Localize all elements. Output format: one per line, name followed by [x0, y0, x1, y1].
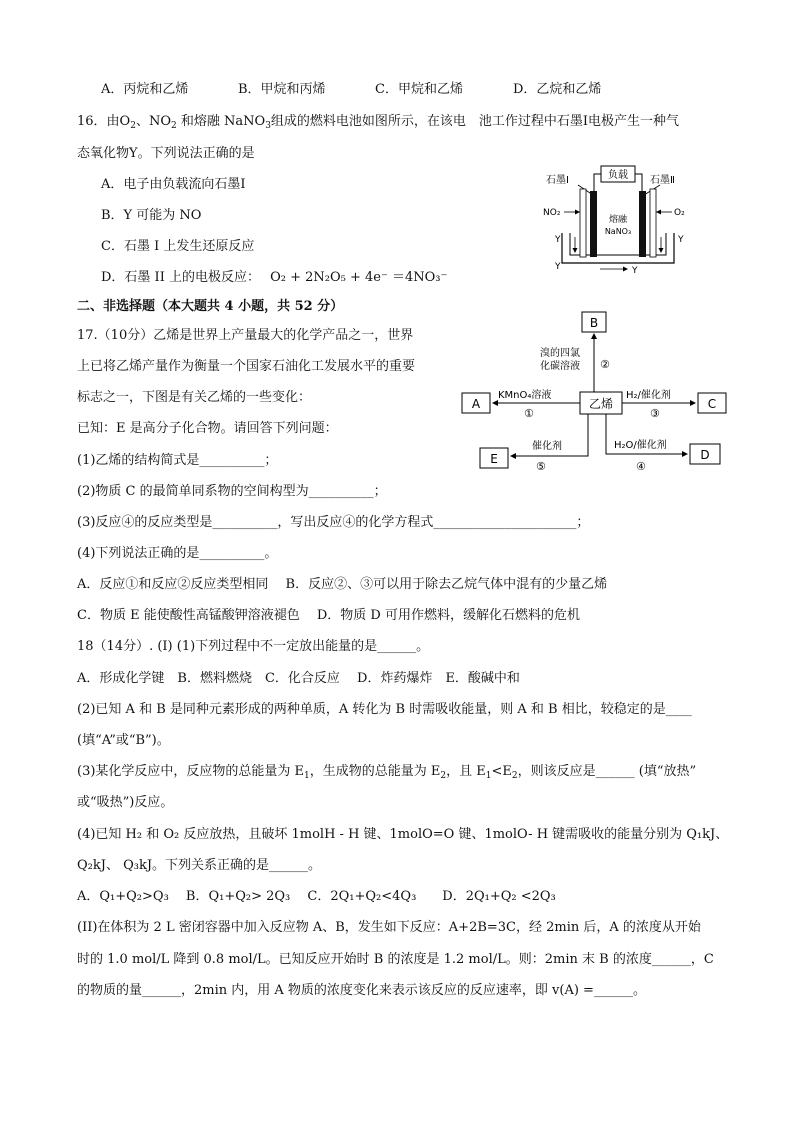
q16-stem-line1: [77, 113, 679, 131]
y-label-right-top: Y: [678, 235, 684, 245]
reaction-5-number: ⑤: [536, 460, 546, 470]
q15-option-c: C．甲烷和乙烯: [375, 82, 463, 97]
q18-part4-options: A．Q₁+Q₂>Q₃ B．Q₁+Q₂> 2Q₃ C．2Q₁+Q₂<4Q₃ D．2Q₁+Q₂ <2Q₃: [77, 889, 556, 904]
y-label-left-top: Y: [555, 235, 561, 245]
reaction-1-number: ①: [524, 407, 534, 420]
y-arrowhead-bottom: [623, 267, 628, 272]
label-e: E: [490, 452, 498, 466]
reagent-3: H₂/催化剂: [626, 390, 671, 401]
q15-options: [101, 81, 601, 99]
wire-left: [594, 174, 601, 193]
q17-part3: (3)反应④的反应类型是__________，写出反应④的化学方程式______________________；: [77, 515, 590, 530]
arrowhead-to-e: [510, 453, 516, 459]
y-label-bottom-right: Y: [632, 266, 638, 276]
arrowhead-to-c: [690, 400, 696, 406]
q16-option-d: [101, 269, 447, 287]
reaction-4-number: ④: [636, 460, 646, 470]
gas-left-arrowhead: [575, 210, 580, 215]
reaction-3-number: ③: [650, 407, 660, 420]
q16-stem-line2: 态氧化物Y。下列说法正确的是: [77, 146, 255, 161]
q17-part1: (1)乙烯的结构简式是__________；: [77, 453, 278, 468]
label-ethylene: 乙烯: [588, 397, 614, 411]
electrode-right: [639, 191, 646, 257]
reagent-2-line1: 溴的四氯: [540, 348, 580, 359]
y-arrowhead-left: [573, 248, 578, 253]
arrowhead-to-b: [591, 333, 597, 339]
q17-line1: 17.（10分）乙烯是世界上产量最大的化学产品之一，世界: [77, 328, 414, 343]
q16-text-a: 和熔融: [180, 114, 220, 129]
cell-container: [562, 233, 674, 263]
reaction-2-number: ②: [600, 358, 610, 371]
q16-number: 16．由: [77, 114, 120, 129]
section-2-header: 二、非选择题（本大题共 4 小题，共 52 分）: [77, 299, 344, 314]
q18-II-line1: (II)在体积为 2 L 密闭容器中加入反应物 A、B，发生如下反应：A+2B=3C，经 2min 后，A 的浓度从开始: [77, 920, 701, 935]
reagent-4: H₂O/催化剂: [614, 440, 667, 451]
chamber-left-wall: [580, 189, 586, 257]
q18-part4-line2: Q₂kJ、 Q₃kJ。下列关系正确的是______。: [77, 858, 322, 873]
gas-right-label: O₂: [674, 208, 685, 218]
y-label-bottom-left: Y: [555, 262, 561, 272]
reagent-5: 催化剂: [532, 441, 562, 452]
gas-right-arrowhead: [656, 210, 661, 215]
q16-option-a: A．电子由负载流向石墨I: [101, 177, 246, 192]
q16-option-d-equation: O₂ + 2N₂O₅ + 4e⁻ ＝4NO₃⁻: [270, 270, 448, 285]
reagent-1: KMnO₄溶液: [498, 390, 552, 401]
gas-left-label: NO₂: [543, 208, 561, 218]
q16-formula-nano3: NaNO$_3$: [219, 114, 271, 131]
q16-option-d-text: D．石墨 II 上的电极反应：: [101, 270, 260, 285]
electrolyte-label-1: 熔融: [608, 215, 628, 225]
fuel-cell-diagram: [538, 163, 698, 277]
q16-text-b: 组成的燃料电池如图所示，在该电 池工作过程中石墨Ⅰ电极产生一种气: [270, 114, 680, 129]
q18-II-line3: 的物质的量______，2min 内，用 A 物质的浓度变化来表示该反应的反应速率，即 v(A) =______。: [77, 983, 646, 998]
q18-part3-line2: 或“吸热”)反应。: [77, 795, 174, 810]
label-b: B: [589, 316, 599, 330]
q18-part1-options: A．形成化学键 B．燃料燃烧 C．化合反应 D．炸药爆炸 E．酸碱中和: [77, 671, 520, 686]
q17-part4: (4)下列说法正确的是__________。: [77, 546, 278, 561]
ethylene-reaction-diagram: [458, 308, 730, 470]
q18-head: 18（14分）. (I) (1)下列过程中不一定放出能量的是______。: [77, 639, 430, 654]
label-c: C: [707, 397, 717, 411]
q18-part2-line2: (填“A”或“B”)。: [77, 733, 170, 748]
label-a: A: [471, 397, 481, 411]
electrode-left: [590, 191, 597, 257]
electrode-right-label: 石墨Ⅱ: [650, 175, 675, 186]
q18-part3-line1: (3)某化学反应中，反应物的总能量为 $E_1$，生成物的总能量为 $E_2$，且 $E_1<E_2$，则该反应是______ (填“放热”: [77, 764, 697, 781]
label-d: D: [700, 448, 710, 462]
q16-option-b: B．Y 可能为 NO: [101, 208, 202, 223]
q15-option-d: D．乙烷和乙烯: [513, 82, 602, 97]
q17-line2: 上已将乙烯产量作为衡量一个国家石油化工发展水平的重要: [77, 359, 416, 374]
q18-part4-line1: (4)已知 H₂ 和 O₂ 反应放热，且破坏 1molH - H 键、1molO=O 键、1molO- H 键需吸收的能量分别为 Q₁kJ、: [77, 827, 729, 842]
q15-option-b: B．甲烷和丙烯: [238, 82, 326, 97]
load-label: 负载: [608, 170, 628, 181]
q17-options-ab: A．反应①和反应②反应类型相同 B．反应②、③可以用于除去乙烷气体中混有的少量乙烯: [77, 577, 608, 592]
q17-part2: (2)物质 C 的最简单同系物的空间构型为__________；: [77, 484, 387, 499]
q16-option-c: C．石墨 I 上发生还原反应: [101, 239, 255, 254]
q17-line3: 标志之一，下图是有关乙烯的一些变化：: [77, 390, 312, 405]
arrowhead-to-d: [682, 451, 688, 457]
chamber-right-wall: [650, 189, 656, 257]
q17-line4: 已知：E 是高分子化合物。请回答下列问题：: [77, 421, 338, 436]
q15-option-a: A．丙烷和乙烯: [101, 82, 189, 97]
electrolyte-label-2: NaNO₃: [604, 227, 632, 236]
q18-II-line2: 时的 1.0 mol/L 降到 0.8 mol/L。已知反应开始时 B 的浓度是 1.2 mol/L。则：2min 末 B 的浓度______，C: [77, 952, 714, 967]
wire-right: [635, 174, 642, 193]
y-arrowhead-right: [659, 248, 664, 253]
reagent-2-line2: 化碳溶液: [540, 361, 580, 372]
q16-formula-o2: $O_2$、$NO_2$: [119, 114, 177, 131]
q18-part2-line1: (2)已知 A 和 B 是同种元素形成的两种单质，A 转化为 B 时需吸收能量，则 A 和 B 相比，较稳定的是____: [77, 702, 692, 717]
q17-options-cd: C．物质 E 能使酸性高锰酸钾溶液褪色 D．物质 D 可用作燃料，缓解化石燃料的危机: [77, 608, 580, 623]
electrode-left-label: 石墨Ⅰ: [546, 175, 569, 186]
